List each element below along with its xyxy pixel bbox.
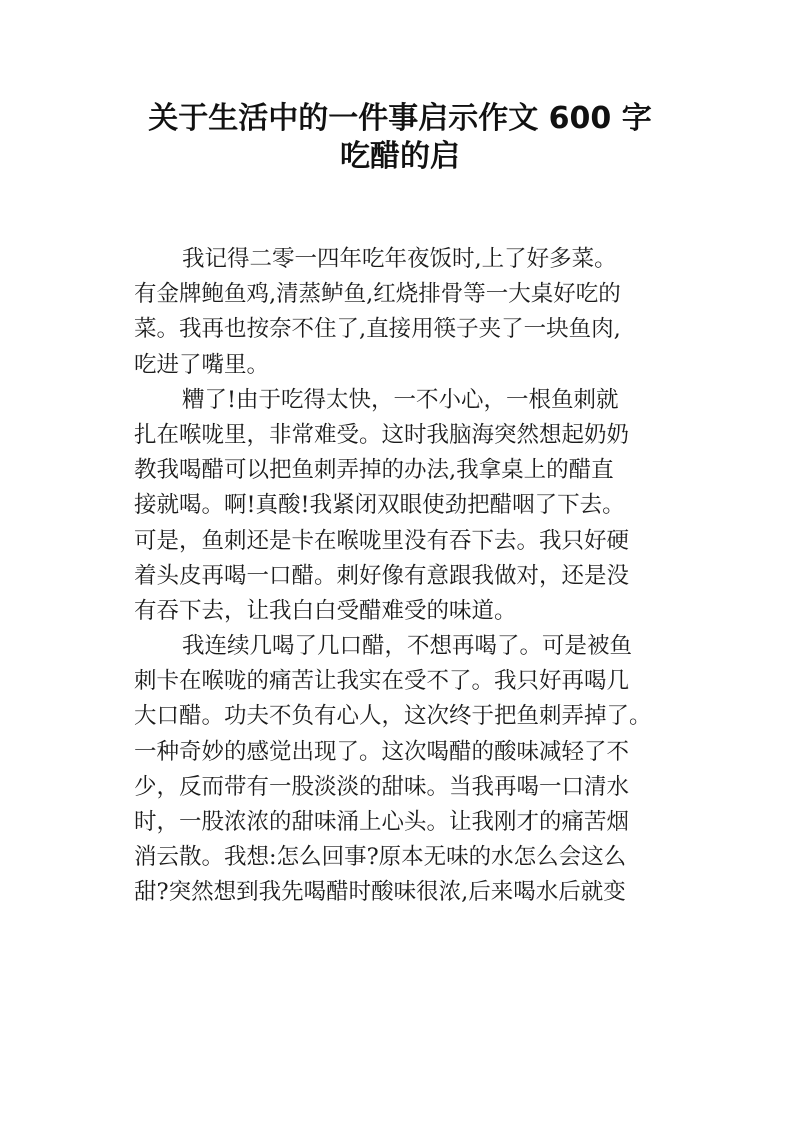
paragraph-line: 刺卡在喉咙的痛苦让我实在受不了。我只好再喝几	[134, 668, 630, 695]
paragraph-line: 大口醋。功夫不负有心人，这次终于把鱼刺弄掉了。	[134, 703, 652, 730]
paragraph-line: 着头皮再喝一口醋。刺好像有意跟我做对，还是没	[134, 562, 630, 589]
paragraph-2	[134, 383, 674, 629]
paragraph-line: 吃进了嘴里。	[134, 351, 270, 378]
paragraph-line: 糟了!由于吃得太快，一不小心，一根鱼刺就	[182, 386, 619, 413]
paragraph-line: 消云散。我想:怎么回事?原本无味的水怎么会这么	[134, 844, 627, 871]
document-title	[0, 100, 800, 176]
paragraph-line: 菜。我再也按奈不住了,直接用筷子夹了一块鱼肉,	[134, 316, 621, 343]
title-line-2: 吃醋的启	[340, 139, 460, 174]
paragraph-line: 时，一股浓浓的甜味涌上心头。让我刚才的痛苦烟	[134, 809, 630, 835]
paragraph-1	[134, 242, 674, 383]
paragraph-line: 一种奇妙的感觉出现了。这次喝醋的酸味减轻了不	[134, 738, 630, 765]
paragraph-3	[134, 629, 674, 911]
document-body	[134, 242, 674, 911]
paragraph-line: 甜?突然想到我先喝醋时酸味很浓,后来喝水后就变	[134, 879, 626, 906]
title-line-1: 关于生活中的一件事启示作文 600 字	[148, 101, 652, 136]
paragraph-line: 教我喝醋可以把鱼刺弄掉的办法,我拿桌上的醋直	[134, 457, 614, 484]
paragraph-line: 接就喝。啊!真酸!我紧闭双眼使劲把醋咽了下去。	[134, 492, 625, 519]
paragraph-line: 少，反而带有一股淡淡的甜味。当我再喝一口清水	[134, 773, 630, 800]
paragraph-line: 我连续几喝了几口醋，不想再喝了。可是被鱼	[182, 633, 633, 660]
paragraph-line: 可是，鱼刺还是卡在喉咙里没有吞下去。我只好硬	[134, 527, 630, 554]
paragraph-line: 有吞下去，让我白白受醋难受的味道。	[134, 597, 517, 624]
paragraph-line: 有金牌鲍鱼鸡,清蒸鲈鱼,红烧排骨等一大桌好吃的	[134, 281, 621, 308]
paragraph-line: 扎在喉咙里，非常难受。这时我脑海突然想起奶奶	[134, 421, 630, 448]
paragraph-line: 我记得二零一四年吃年夜饭时,上了好多菜。	[182, 246, 617, 272]
